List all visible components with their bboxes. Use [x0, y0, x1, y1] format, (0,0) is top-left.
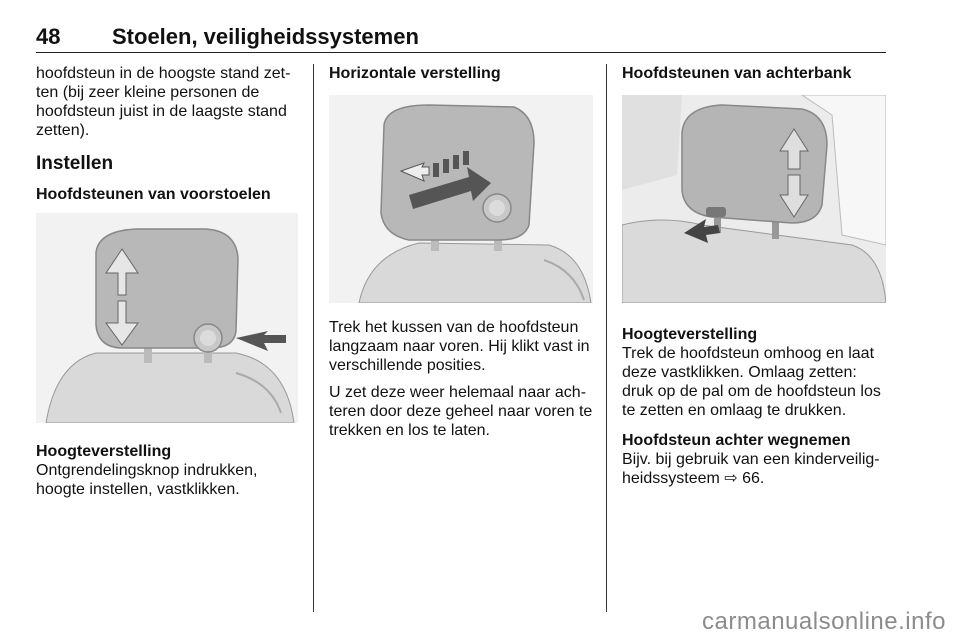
text-line: deze vastklikken. Omlaag zetten:	[622, 364, 857, 381]
caption-heading: Hoogteverstelling	[36, 443, 172, 460]
column-3	[622, 64, 886, 89]
horizontal-text	[329, 318, 593, 448]
intro-paragraph	[36, 64, 298, 140]
section-heading: Instellen	[36, 153, 114, 174]
heading-horizontal-adjustment: Horizontale verstelling	[329, 65, 501, 82]
text-line: trekken en los te laten.	[329, 422, 490, 439]
text-line: hoofdsteun juist in de laagste stand	[36, 103, 287, 120]
column-divider	[313, 64, 314, 612]
text-line: zetten).	[36, 122, 90, 139]
paragraph	[329, 318, 593, 375]
text-line: teren door deze geheel naar voren te	[329, 403, 593, 420]
chapter-title: Stoelen, veiligheidssystemen	[112, 24, 419, 49]
removal-heading: Hoofdsteun achter wegnemen	[622, 432, 851, 449]
column-2	[329, 64, 593, 89]
text-line: Bijv. bij gebruik van een kinderveilig-	[622, 451, 880, 468]
text-line: hoogte instellen, vastklikken.	[36, 481, 240, 498]
text-line: langzaam naar voren. Hij klikt vast in	[329, 338, 590, 355]
page-header	[36, 22, 886, 53]
headrest-horizontal-illustration	[329, 95, 593, 303]
text-line: U zet deze weer helemaal naar ach-	[329, 384, 587, 401]
removal-section	[622, 431, 888, 488]
headrest-illustration	[36, 213, 298, 423]
column-divider	[606, 64, 607, 612]
figure-rear-headrest	[622, 95, 886, 303]
rear-headrest-illustration	[622, 95, 886, 303]
figure-horizontal-adjustment	[329, 95, 593, 303]
figure-front-headrest-height	[36, 213, 298, 423]
text-line: Trek het kussen van de hoofdsteun	[329, 319, 579, 336]
text-line: hoofdsteun in de hoogste stand zet-	[36, 65, 291, 82]
subheading-front-headrests: Hoofdsteunen van voorstoelen	[36, 186, 271, 203]
watermark: carmanualsonline.info	[702, 608, 946, 635]
page-number: 48	[36, 24, 61, 49]
text-line: druk op de pal om de hoofdsteun los	[622, 383, 881, 400]
caption-front-height	[36, 442, 298, 499]
text-line: verschillende posities.	[329, 357, 486, 374]
page-reference-link[interactable]: heidssysteem ⇨ 66.	[622, 470, 765, 487]
caption-heading: Hoogteverstelling	[622, 326, 758, 343]
caption-rear-height	[622, 325, 888, 420]
paragraph	[329, 383, 593, 440]
text-line: Ontgrendelingsknop indrukken,	[36, 462, 258, 479]
heading-rear-headrests: Hoofdsteunen van achterbank	[622, 65, 852, 82]
column-1	[36, 64, 298, 210]
text-line: te zetten en omlaag te drukken.	[622, 402, 847, 419]
text-line: Trek de hoofdsteun omhoog en laat	[622, 345, 875, 362]
text-line: ten (bij zeer kleine personen de	[36, 84, 260, 101]
